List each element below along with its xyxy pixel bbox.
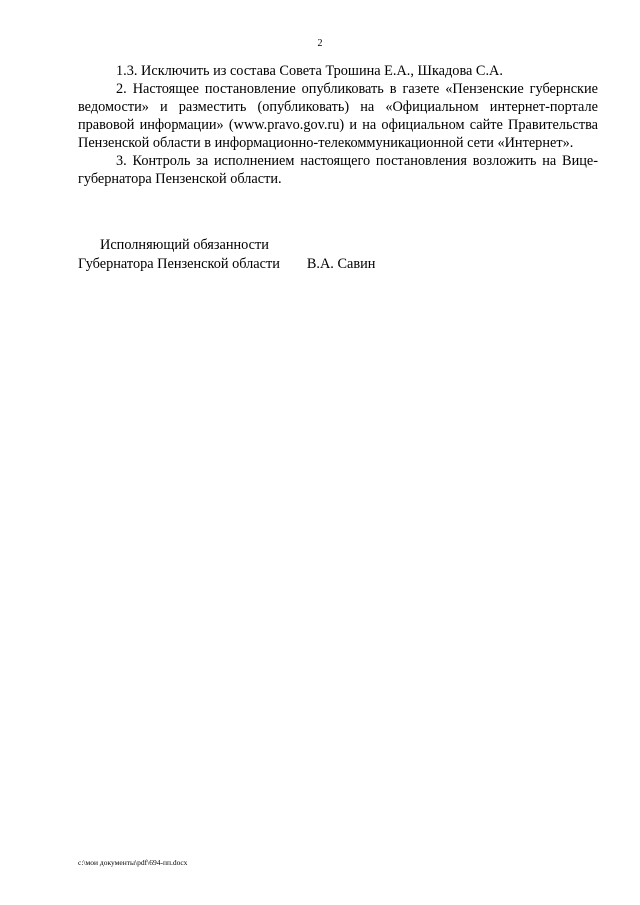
signature-position-title: Губернатора Пензенской области: [78, 256, 280, 272]
paragraph-2: 2. Настоящее постановление опубликовать в газете «Пензенские губернские ведомости» и разместить (опубликовать) на «Официальном интернет-портале правовой информации» (www.pravo.gov.ru) и на официальном сайте Правительства Пензенской области в информационно-телекоммуникационной сети «Интернет».: [78, 81, 598, 151]
signature-position-line1: Исполняющий обязанности: [100, 237, 269, 253]
signatory-name: В.А. Савин: [306, 256, 376, 272]
paragraph-1-3: 1.3. Исключить из состава Совета Трошина Е.А., Шкадова С.А.: [116, 63, 503, 79]
page-number: 2: [317, 38, 323, 49]
document-body: [78, 62, 598, 188]
paragraph-3: 3. Контроль за исполнением настоящего постановления возложить на Вице-губернатора Пензенской области.: [78, 153, 598, 187]
signature-block: [78, 236, 598, 274]
signature-position-line2: [78, 255, 598, 274]
footer-file-path: c:\мои документы\pdf\694-пп.docx: [78, 858, 188, 867]
